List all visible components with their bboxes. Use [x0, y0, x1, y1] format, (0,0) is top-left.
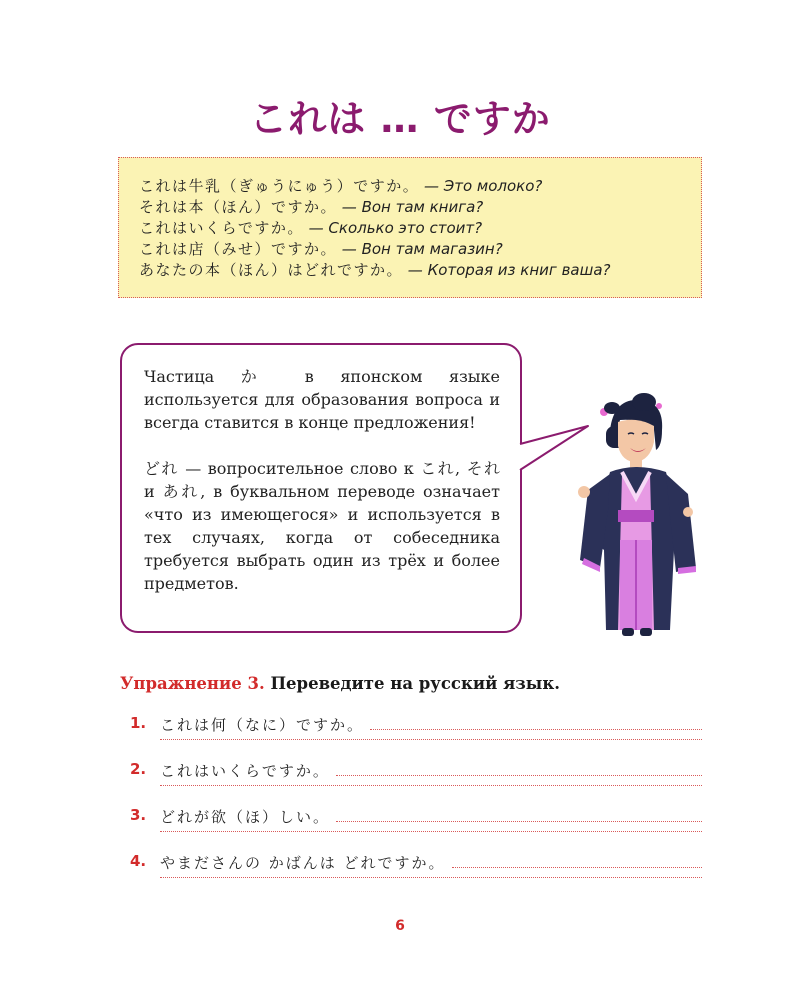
- bubble-paragraph-dore: どれ — вопросительное слово к これ, それ и あれ, в буквальном переводе означает «что из имеющегося» и используется в тех случаях, когда от собеседника требуется выбрать один из трёх и более предметов.: [144, 459, 500, 593]
- answer-line[interactable]: [336, 807, 702, 822]
- kimono-girl-illustration: [570, 390, 710, 640]
- answer-line[interactable]: [452, 853, 702, 868]
- exercise-item-text: どれが欲（ほ）しい。: [160, 808, 331, 826]
- example-japanese: これは牛乳（ぎゅうにゅう）ですか。: [139, 177, 420, 195]
- bubble-paragraph-particle: Частица か в японском языке используется для образования вопроса и всегда ставится в конце предложения!: [144, 367, 500, 432]
- exercise-task: Переведите на русский язык.: [270, 674, 561, 693]
- speech-bubble: [120, 343, 522, 633]
- exercise-item-text: これはいくらですか。: [160, 762, 330, 780]
- exercise-item-text: これは何（なに）ですか。: [160, 716, 365, 734]
- example-line: [139, 197, 701, 218]
- example-japanese: これはいくらですか。: [139, 219, 304, 237]
- page-number: 6: [395, 918, 405, 934]
- example-japanese: それは本（ほん）ですか。: [139, 198, 338, 216]
- answer-line[interactable]: [160, 785, 702, 786]
- exercise-item-text: やまださんの かばんは どれですか。: [160, 854, 446, 872]
- example-japanese: あなたの本（ほん）はどれですか。: [139, 261, 404, 279]
- answer-line[interactable]: [336, 761, 702, 776]
- examples-box: [118, 157, 702, 298]
- example-line: [139, 260, 701, 281]
- example-translation: — Вон там книга?: [341, 198, 484, 216]
- example-line: [139, 239, 701, 260]
- exercise-item-number: 2.: [130, 760, 147, 778]
- example-translation: — Сколько это стоит?: [308, 219, 483, 237]
- example-line: [139, 218, 701, 239]
- answer-line[interactable]: [160, 831, 702, 832]
- example-translation: — Это молоко?: [423, 177, 543, 195]
- exercise-item-number: 4.: [130, 852, 147, 870]
- example-translation: — Которая из книг ваша?: [407, 261, 611, 279]
- exercise-label: Упражнение 3.: [120, 674, 265, 693]
- answer-line[interactable]: [370, 715, 702, 730]
- exercise-item-number: 1.: [130, 714, 147, 732]
- answer-line[interactable]: [160, 877, 702, 878]
- example-line: [139, 176, 701, 197]
- exercise-heading: [120, 674, 560, 693]
- answer-line[interactable]: [160, 739, 702, 740]
- exercise-item-number: 3.: [130, 806, 147, 824]
- example-translation: — Вон там магазин?: [341, 240, 503, 258]
- page-title: これは … ですか: [249, 97, 551, 141]
- example-japanese: これは店（みせ）ですか。: [139, 240, 338, 258]
